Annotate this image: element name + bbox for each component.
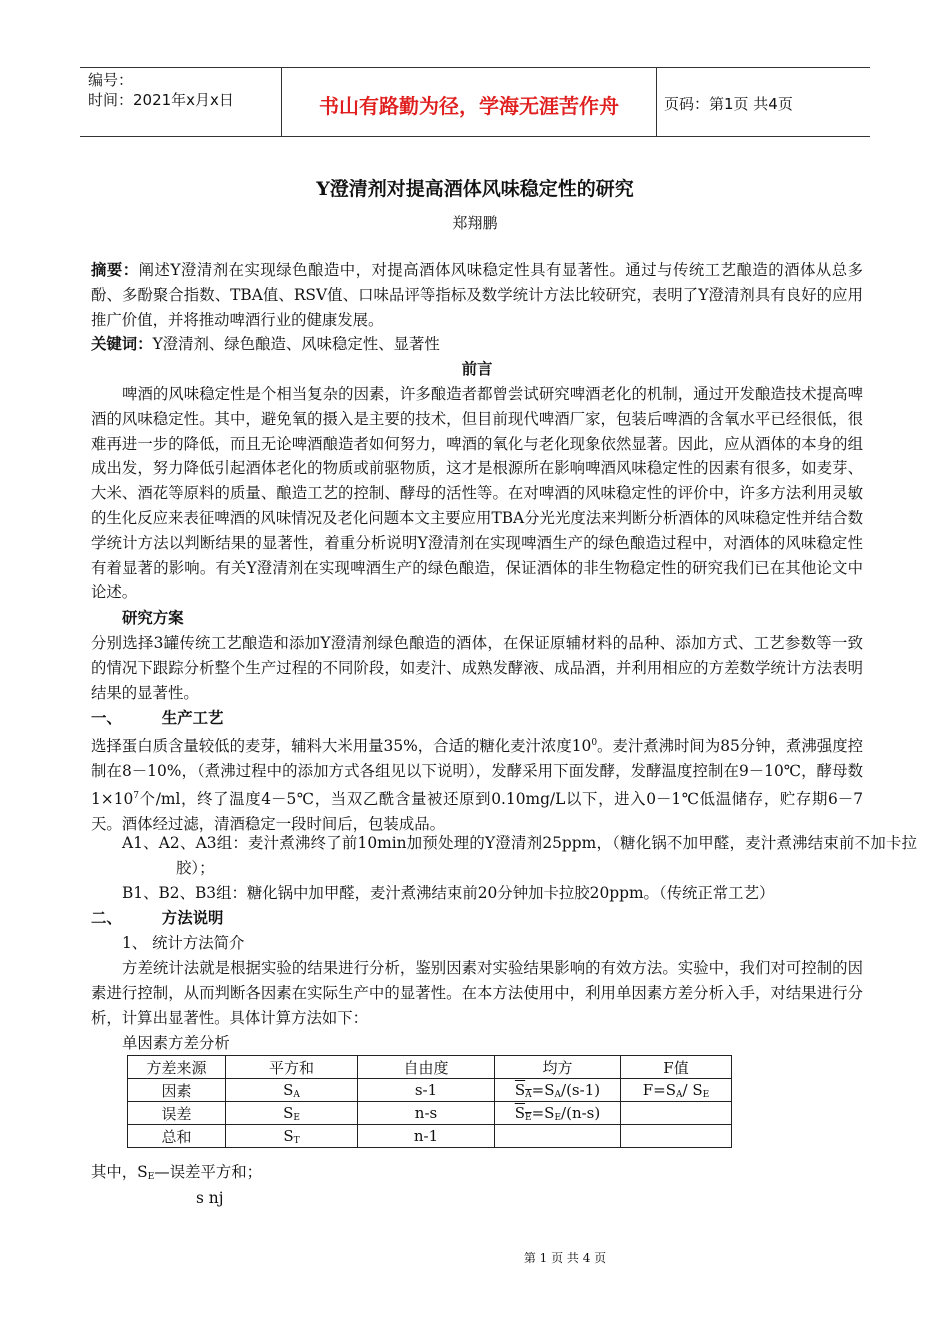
section1-number: 一、: [91, 709, 122, 727]
section2-text: 方差统计法就是根据实验的结果进行分析，鉴别因素对实验结果影响的有效方法。实验中，我们对可控制的因素进行控制，从而判断各因素在实际生产中的显著性。在本方法使用中，利用单因素方差分析入手，对结果进行分析，计算出显著性。具体计算方法如下：: [91, 959, 863, 1027]
plan-text: 分别选择3罐传统工艺酿造和添加Y澄清剂绿色酿造的酒体，在保证原辅材料的品种、添加方式、工艺参数等一致的情况下跟踪分析整个生产过程的不同阶段，如麦汁、成熟发酵液、成品酒，并利用相应的方差数学统计方法表明结果的显著性。: [91, 634, 863, 702]
section1-sup-a: 0: [591, 738, 598, 748]
header-cell: 均方: [495, 1056, 621, 1079]
note-sub: E: [147, 1172, 155, 1182]
section1-text-b: 。麦汁煮沸时间为85分钟，煮沸强度控制在8－10%，（煮沸过程中的添加方式各组见以下说明），发酵采用下面发酵，发酵温度控制在9－10℃，酵母数1×10: [91, 737, 863, 808]
source-cell: 误差: [128, 1102, 226, 1125]
table-caption: 单因素方差分析: [122, 1034, 230, 1052]
df-cell: n-1: [358, 1125, 495, 1148]
df-cell: n-s: [358, 1102, 495, 1125]
preface-text: 啤酒的风味稳定性是个相当复杂的因素，许多酿造者都曾尝试研究啤酒老化的机制，通过开发酿造技术提高啤酒的风味稳定性。其中，避免氧的摄入是主要的技术，但目前现代啤酒厂家，包装后啤酒的含氧水平已经很低，很难再进一步的降低，而且无论啤酒酿造者如何努力，啤酒的氧化与老化现象依然显著。因此，应从酒体的本身的组成出发，努力降低引起酒体老化的物质或前驱物质，这才是根源所在影响啤酒风味稳定性的因素有很多，如麦芽、大米、酒花等原料的质量、酿造工艺的控制、酵母的活性等。在对啤酒的风味稳定性的评价中，许多方法利用灵敏的生化反应来表征啤酒的风味情况及老化问题本文主要应用TBA分光光度法来判断分析酒体的风味稳定性并结合数学统计方法以判断结果的显著性，着重分析说明Y澄清剂在实现啤酒生产的绿色酿造过程中，对酒体的风味稳定性有着显著的影响。有关Y澄清剂在实现啤酒生产的绿色酿造，保证酒体的非生物稳定性的研究我们已在其他论文中论述。: [91, 385, 863, 602]
section1-sup-b: 7: [133, 790, 140, 801]
ss-cell: $S_T$: [226, 1125, 358, 1148]
section2-title: 方法说明: [161, 909, 224, 927]
table-row: [128, 1102, 732, 1125]
section2-number: 二、: [91, 909, 122, 927]
group-a-text: A1、A2、A3组：麦汁煮沸终了前10min加预处理的Y澄清剂25ppm，（糖化锅不加甲醛，麦汁煮沸结束前不加卡拉胶）；: [122, 834, 917, 877]
anova-table: [127, 1055, 732, 1148]
section2-heading: [91, 906, 863, 931]
note-pre: 其中，S: [91, 1163, 148, 1181]
section1-title: 生产工艺: [161, 709, 224, 727]
keywords-text: Y澄清剂、绿色酿造、风味稳定性、显著性: [152, 335, 440, 353]
abstract: [91, 258, 863, 332]
header-cell: 平方和: [226, 1056, 358, 1079]
header-cell: F值: [621, 1056, 732, 1079]
page-header: [80, 67, 870, 137]
keywords-label: 关键词：: [91, 335, 153, 353]
doc-number-label: 编号：: [88, 71, 134, 89]
ms-cell: $S_A=S_A/(s-1)$: [495, 1079, 621, 1102]
section2-sub1: 1、 统计方法简介: [122, 934, 245, 952]
page-footer: [0, 1249, 950, 1266]
ms-cell: [495, 1125, 621, 1148]
source-cell: 因素: [128, 1079, 226, 1102]
author: 郑翔鹏: [452, 214, 498, 232]
df-cell: s-1: [358, 1079, 495, 1102]
table-header-row: [128, 1056, 732, 1079]
table-row: [128, 1125, 732, 1148]
keywords: [91, 332, 863, 357]
section1-text-c: 个/ml，终了温度4－5℃，当双乙酰含量被还原到0.10mg/L以下，进入0－1℃低温储存，贮存期6－7天。酒体经过滤，清酒稳定一段时间后，包装成品。: [91, 789, 863, 833]
f-cell: $F=S_A/$ $S_E$: [621, 1079, 732, 1102]
f-cell: [621, 1125, 732, 1148]
header-motto: 书山有路勤为径，学海无涯苦作舟: [319, 94, 619, 118]
plan-heading: 研究方案: [122, 609, 184, 627]
abstract-label: 摘要：: [91, 261, 139, 279]
section1-text-a: 选择蛋白质含量较低的麦芽，辅料大米用量35%，合适的糖化麦汁浓度10: [91, 737, 592, 756]
f-cell: [621, 1102, 732, 1125]
header-cell: 方差来源: [128, 1056, 226, 1079]
footer-page-number: 第 1 页 共 4 页: [523, 1251, 607, 1265]
formula-fragment: s nj: [196, 1189, 224, 1207]
page-title: Y澄清剂对提高酒体风味稳定性的研究: [316, 178, 634, 200]
section1-heading: [91, 706, 863, 731]
ms-cell: $S_E=S_E/(n-s)$: [495, 1102, 621, 1125]
table-row: [128, 1079, 732, 1102]
note-post: —误差平方和；: [154, 1163, 263, 1181]
source-cell: 总和: [128, 1125, 226, 1148]
ss-cell: $S_A$: [226, 1079, 358, 1102]
group-b-text: B1、B2、B3组：糖化锅中加甲醛，麦汁煮沸结束前20分钟加卡拉胶20ppm。（传统正常工艺）: [122, 884, 775, 902]
preface-heading: 前言: [461, 360, 493, 378]
ss-cell: $S_E$: [226, 1102, 358, 1125]
header-divider-right: [656, 68, 657, 136]
header-cell: 自由度: [358, 1056, 495, 1079]
header-page-label: 页码：第1页 共4页: [664, 95, 793, 113]
abstract-text: 阐述Y澄清剂在实现绿色酿造中，对提高酒体风味稳定性具有显著性。通过与传统工艺酿造的酒体从总多酚、多酚聚合指数、TBA值、RSV值、口味品评等指标及数学统计方法比较研究，表明了Y澄清剂具有良好的应用推广价值，并将推动啤酒行业的健康发展。: [91, 261, 863, 329]
header-meta: [88, 70, 234, 110]
doc-time-label: 时间：2021年x月x日: [88, 91, 234, 109]
section1-text: [91, 731, 863, 836]
